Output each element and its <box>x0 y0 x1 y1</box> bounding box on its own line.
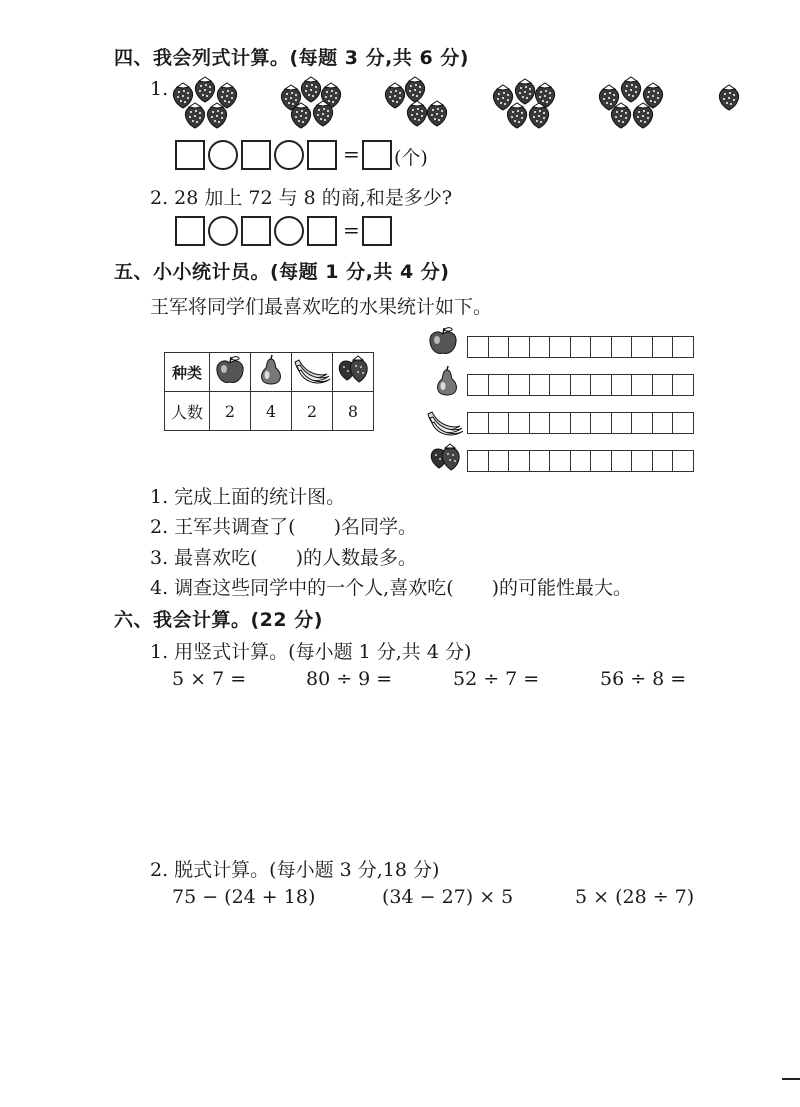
strawberry-group-2 <box>281 77 340 128</box>
strawberry-group-5 <box>599 77 662 128</box>
chart-cell[interactable] <box>570 412 592 434</box>
sub2-title: 2. 脱式计算。(每小题 3 分,18 分) <box>150 859 440 881</box>
vertical-problem: 52 ÷ 7 = <box>453 668 540 690</box>
row-label: 种类 <box>165 353 210 392</box>
banana-icon <box>292 354 332 386</box>
q1-number: 1. <box>150 78 169 100</box>
strawberry-icon <box>633 103 652 128</box>
strawberry-icon <box>185 103 204 128</box>
count-cell: 2 <box>210 392 251 431</box>
chart-cell[interactable] <box>549 450 571 472</box>
strawberry-icon <box>643 83 662 108</box>
question-3: 3. 最喜欢吃( )的人数最多。 <box>150 547 417 569</box>
chart-cell[interactable] <box>467 336 489 358</box>
fruit-table <box>164 352 374 431</box>
chart-cell[interactable] <box>488 412 510 434</box>
result-box[interactable] <box>362 140 392 170</box>
equals-sign: = <box>343 218 360 242</box>
result-box[interactable] <box>362 216 392 246</box>
strawberry-icon <box>385 83 404 108</box>
chart-cell[interactable] <box>590 336 612 358</box>
chart-cell[interactable] <box>611 412 633 434</box>
chart-cell[interactable] <box>529 374 551 396</box>
chart-cell[interactable] <box>467 412 489 434</box>
chart-cell[interactable] <box>672 336 694 358</box>
strawberry-icon <box>301 77 320 102</box>
chart-cell[interactable] <box>508 412 530 434</box>
vertical-problem: 80 ÷ 9 = <box>306 668 393 690</box>
chart-cell[interactable] <box>652 412 674 434</box>
chart-cell[interactable] <box>529 336 551 358</box>
chart-cell[interactable] <box>611 374 633 396</box>
chart-row-strawberry[interactable] <box>467 450 694 472</box>
equals-sign: = <box>343 142 360 166</box>
strawberry-icon <box>493 85 512 110</box>
pear-icon <box>255 354 287 386</box>
count-cell: 2 <box>292 392 333 431</box>
chart-row-banana[interactable] <box>467 412 694 434</box>
pear-icon <box>430 362 466 400</box>
chart-cell[interactable] <box>652 336 674 358</box>
count-cell: 4 <box>251 392 292 431</box>
stepwise-problem: 5 × (28 ÷ 7) <box>575 886 695 908</box>
question-2: 2. 王军共调查了( )名同学。 <box>150 516 417 538</box>
answer-box[interactable] <box>241 216 271 246</box>
chart-cell[interactable] <box>488 336 510 358</box>
sub1-title: 1. 用竖式计算。(每小题 1 分,共 4 分) <box>150 641 472 663</box>
chart-row-pear[interactable] <box>467 374 694 396</box>
strawberry-group-1 <box>173 77 236 128</box>
strawberry-group-4 <box>493 79 554 128</box>
strawberry-group-6 <box>719 85 738 110</box>
vertical-problem: 56 ÷ 8 = <box>600 668 687 690</box>
row-label: 人数 <box>165 392 210 431</box>
banana-icon <box>424 404 468 440</box>
page-edge-mark <box>782 1078 800 1080</box>
strawberry-icon <box>407 101 426 126</box>
unit-label: (个) <box>394 147 428 169</box>
strawberry-icon <box>207 103 226 128</box>
chart-cell[interactable] <box>570 450 592 472</box>
chart-cell[interactable] <box>590 374 612 396</box>
table-row <box>165 392 374 431</box>
question-1: 1. 完成上面的统计图。 <box>150 486 346 508</box>
strawberry-icon <box>405 77 424 102</box>
chart-cell[interactable] <box>590 450 612 472</box>
chart-cell[interactable] <box>549 412 571 434</box>
chart-cell[interactable] <box>631 374 653 396</box>
strawberry-icon <box>428 440 466 476</box>
count-cell: 8 <box>333 392 374 431</box>
strawberry-icon <box>507 103 526 128</box>
operator-circle[interactable] <box>274 140 304 170</box>
strawberry-icon <box>173 83 192 108</box>
chart-cell[interactable] <box>631 336 653 358</box>
chart-cell[interactable] <box>467 374 489 396</box>
stepwise-problem: 75 − (24 + 18) <box>172 886 316 908</box>
strawberry-icon <box>336 354 370 386</box>
question-4: 4. 调查这些同学中的一个人,喜欢吃( )的可能性最大。 <box>150 577 633 599</box>
chart-cell[interactable] <box>508 336 530 358</box>
strawberry-icon <box>427 101 446 126</box>
answer-box[interactable] <box>175 216 205 246</box>
chart-cell[interactable] <box>590 412 612 434</box>
chart-cell[interactable] <box>570 374 592 396</box>
operator-circle[interactable] <box>208 140 238 170</box>
chart-cell[interactable] <box>508 450 530 472</box>
chart-cell[interactable] <box>488 374 510 396</box>
section6-title: 六、我会计算。(22 分) <box>114 609 323 631</box>
stepwise-problem: (34 − 27) × 5 <box>382 886 514 908</box>
chart-cell[interactable] <box>549 374 571 396</box>
chart-cell[interactable] <box>529 412 551 434</box>
vertical-problem: 5 × 7 = <box>172 668 247 690</box>
answer-box[interactable] <box>307 140 337 170</box>
chart-cell[interactable] <box>529 450 551 472</box>
strawberry-icon <box>195 77 214 102</box>
chart-cell[interactable] <box>631 412 653 434</box>
chart-cell[interactable] <box>672 450 694 472</box>
chart-cell[interactable] <box>611 336 633 358</box>
strawberry-icon <box>515 79 534 104</box>
apple-icon <box>426 322 466 360</box>
chart-cell[interactable] <box>488 450 510 472</box>
table-row <box>165 353 374 392</box>
chart-cell[interactable] <box>652 450 674 472</box>
chart-cell[interactable] <box>652 374 674 396</box>
answer-box[interactable] <box>175 140 205 170</box>
strawberry-group-3 <box>385 77 446 126</box>
operator-circle[interactable] <box>208 216 238 246</box>
apple-icon <box>214 354 246 386</box>
chart-cell[interactable] <box>631 450 653 472</box>
answer-box[interactable] <box>307 216 337 246</box>
chart-cell[interactable] <box>508 374 530 396</box>
chart-cell[interactable] <box>549 336 571 358</box>
operator-circle[interactable] <box>274 216 304 246</box>
q2-text: 2. 28 加上 72 与 8 的商,和是多少? <box>150 187 453 209</box>
chart-cell[interactable] <box>611 450 633 472</box>
section5-intro: 王军将同学们最喜欢吃的水果统计如下。 <box>150 296 493 318</box>
strawberry-icon <box>217 83 236 108</box>
chart-cell[interactable] <box>467 450 489 472</box>
chart-cell[interactable] <box>672 374 694 396</box>
strawberry-groups <box>170 72 750 132</box>
section5-title: 五、小小统计员。(每题 1 分,共 4 分) <box>114 261 450 283</box>
answer-box[interactable] <box>241 140 271 170</box>
strawberry-icon <box>621 77 640 102</box>
chart-cell[interactable] <box>672 412 694 434</box>
chart-cell[interactable] <box>570 336 592 358</box>
strawberry-icon <box>719 85 738 110</box>
section4-title: 四、我会列式计算。(每题 3 分,共 6 分) <box>114 47 469 69</box>
chart-row-apple[interactable] <box>467 336 694 358</box>
